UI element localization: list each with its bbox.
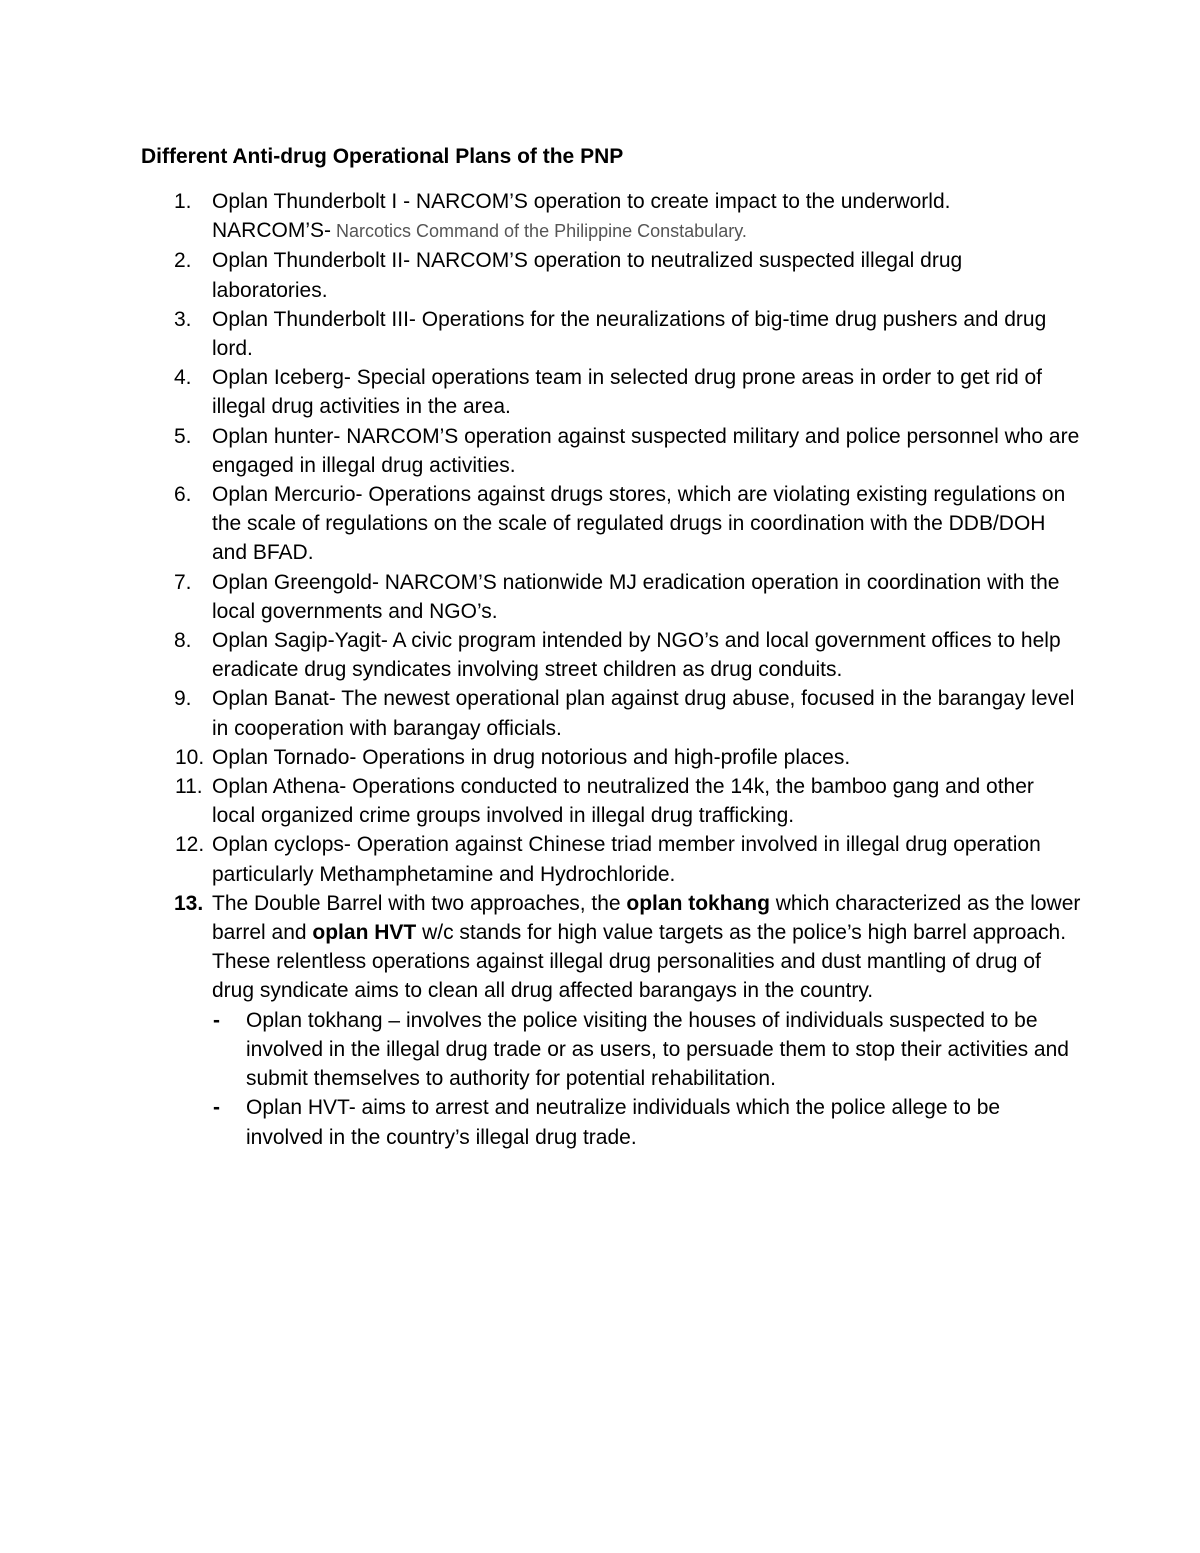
- abbreviation-label: NARCOM’S-: [212, 219, 331, 243]
- item-number: 6.: [174, 483, 192, 507]
- item-text: Oplan cyclops- Operation against Chinese triad member involved in illegal drug operation particularly Methamphetamine and Hydrochloride.: [212, 833, 1041, 886]
- item-text: Oplan Iceberg- Special operations team in selected drug prone areas in order to get rid of illegal drug activities in the area.: [212, 366, 1042, 419]
- item-text: Oplan Banat- The newest operational plan against drug abuse, focused in the barangay level in cooperation with barangay officials.: [212, 687, 1075, 740]
- item-number: 7.: [174, 570, 192, 594]
- item-number: 3.: [174, 307, 192, 331]
- dash-bullet: -: [213, 1008, 220, 1032]
- list-item: [174, 626, 1082, 684]
- item-text: [212, 889, 1082, 1006]
- item-number: 10.: [175, 745, 205, 769]
- item-text-part: The Double Barrel with two approaches, the: [212, 891, 627, 915]
- list-item: [174, 246, 1082, 304]
- item-text: Oplan Athena- Operations conducted to neutralized the 14k, the bamboo gang and other local organized crime groups involved in illegal drug trafficking.: [212, 775, 1034, 828]
- item-text: Oplan Mercurio- Operations against drugs stores, which are violating existing regulations on the scale of regulations on the scale of regulated drugs in coordination with the DDB/DOH and BFAD.: [212, 483, 1066, 565]
- item-text: Oplan Tornado- Operations in drug notorious and high-profile places.: [212, 745, 851, 769]
- item-number: 4.: [174, 366, 192, 390]
- item-text: Oplan Thunderbolt I - NARCOM’S operation to create impact to the underworld.: [212, 190, 951, 213]
- list-item: [174, 480, 1082, 568]
- bold-term-oplan-tokhang: oplan tokhang: [626, 891, 770, 915]
- bold-term-oplan-hvt: oplan HVT: [312, 921, 417, 945]
- item-text: Oplan hunter- NARCOM’S operation against suspected military and police personnel who are engaged in illegal drug activities.: [212, 424, 1080, 477]
- dash-bullet: -: [213, 1096, 220, 1120]
- item-number: 2.: [174, 249, 192, 273]
- operational-plans-list: [174, 187, 1082, 1152]
- list-item: [174, 187, 1082, 246]
- list-item: [175, 772, 1082, 830]
- item-text-part: w/c stands for high value targets as the police’s high barrel approach. These relentless operations against illegal drug personalities and dust mantling of drug of drug syndicate aims to clean all drug affected barangays in the country.: [212, 921, 1067, 1003]
- item-number: 11.: [175, 775, 203, 799]
- item-text-part: which characterized as the lower barrel and: [212, 891, 1081, 945]
- sub-list: [212, 1006, 1082, 1152]
- abbreviation-definition: Narcotics Command of the Philippine Constabulary.: [331, 221, 747, 242]
- item-number: 8.: [174, 629, 192, 653]
- item-number: 5.: [174, 424, 192, 448]
- item-text: Oplan Greengold- NARCOM’S nationwide MJ eradication operation in coordination with the local governments and NGO’s.: [212, 570, 1060, 623]
- list-item: [175, 743, 1082, 772]
- item-text: Oplan Thunderbolt II- NARCOM’S operation to neutralized suspected illegal drug laboratories.: [212, 249, 963, 302]
- abbreviation-note: [212, 216, 1082, 246]
- list-item: [174, 422, 1082, 480]
- list-item: [174, 305, 1082, 363]
- sub-item-text: Oplan HVT- aims to arrest and neutralize individuals which the police allege to be involved in the country’s illegal drug trade.: [246, 1096, 1001, 1149]
- list-item-double-barrel: [174, 889, 1082, 1152]
- list-item: [174, 363, 1082, 421]
- sub-item-text: Oplan tokhang – involves the police visiting the houses of individuals suspected to be involved in the illegal drug trade or as users, to persuade them to stop their activities and submit themselves to authority for potential rehabilitation.: [246, 1008, 1069, 1091]
- item-text: Oplan Thunderbolt III- Operations for the neuralizations of big-time drug pushers and drug lord.: [212, 307, 1047, 361]
- list-item: [174, 568, 1082, 626]
- item-number: 9.: [174, 687, 192, 711]
- list-item: [175, 830, 1082, 888]
- sub-list-item: [213, 1006, 1082, 1094]
- item-number: 12.: [175, 833, 205, 857]
- document-title: Different Anti-drug Operational Plans of the PNP: [141, 145, 624, 168]
- item-number: 1.: [174, 190, 192, 213]
- sub-list-item: [213, 1093, 1082, 1151]
- item-number: 13.: [174, 891, 204, 915]
- list-item: [174, 684, 1082, 742]
- item-text: Oplan Sagip-Yagit- A civic program intended by NGO’s and local government offices to help eradicate drug syndicates involving street children as drug conduits.: [212, 629, 1061, 682]
